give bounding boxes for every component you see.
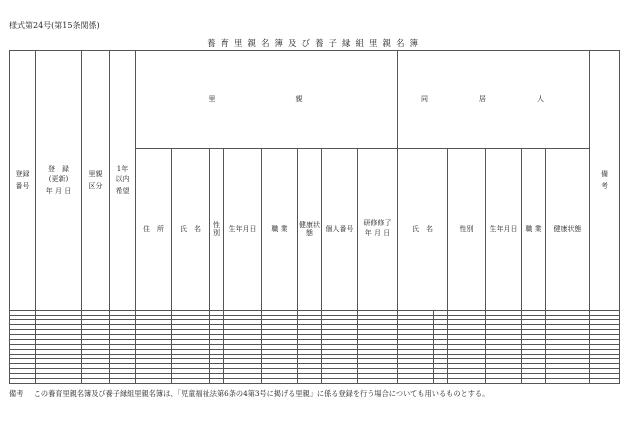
header-foster-class: 里親 区分	[82, 51, 110, 311]
table-cell[interactable]	[590, 378, 620, 383]
table-cell[interactable]	[434, 378, 448, 383]
table-cell[interactable]	[546, 378, 590, 383]
header-registration-date: 登 録 (更新) 年 月 日	[36, 51, 82, 311]
table-cell[interactable]	[36, 378, 82, 383]
table-cell[interactable]	[298, 378, 322, 383]
table-cell[interactable]	[522, 378, 546, 383]
remarks-note	[9, 389, 489, 399]
remarks-label: 備考	[9, 389, 24, 398]
header-birthdate: 生年月日	[224, 148, 262, 310]
table-cell[interactable]	[448, 378, 486, 383]
document-title: 養育里親名簿及び養子縁組里親名簿	[206, 39, 423, 49]
table-cell[interactable]	[10, 378, 36, 383]
header-foster-parent-group: 里 親	[136, 51, 398, 149]
header-cohabitant-birthdate: 生年月日	[486, 148, 522, 310]
table-cell[interactable]	[262, 378, 298, 383]
table-cell[interactable]	[172, 378, 210, 383]
header-cohabitant-name: 氏 名	[398, 148, 448, 310]
table-cell[interactable]	[224, 378, 262, 383]
header-cohabitant-sex: 性別	[448, 148, 486, 310]
header-occupation: 職 業	[262, 148, 298, 310]
header-cohabitant-group: 同 居 人	[398, 51, 590, 149]
header-health: 健康状態	[298, 148, 322, 310]
header-name: 氏 名	[172, 148, 210, 310]
header-remarks-column: 備 考	[590, 51, 620, 311]
header-cohabitant-occupation: 職 業	[522, 148, 546, 310]
table-cell[interactable]	[82, 378, 110, 383]
table-cell[interactable]	[322, 378, 358, 383]
remarks-text: この養育里親名簿及び養子縁組里親名簿は、「児童福祉法第6条の4第3号に掲げる里親」に係る登録を行う場合についても用いるものとする。	[33, 389, 490, 398]
header-training-completion: 研修修了 年 月 日	[358, 148, 398, 310]
header-registration-number: 登録 番号	[10, 51, 36, 311]
header-cohabitant-health: 健康状態	[546, 148, 590, 310]
table-cell[interactable]	[136, 378, 172, 383]
table-cell[interactable]	[110, 378, 136, 383]
table-cell[interactable]	[210, 378, 224, 383]
header-within-one-year: 1年 以内 希望	[110, 51, 136, 311]
header-sex: 性別	[210, 148, 224, 310]
table-cell[interactable]	[486, 378, 522, 383]
table-cell[interactable]	[358, 378, 398, 383]
table-cell[interactable]	[398, 378, 434, 383]
header-row-1	[10, 51, 620, 149]
table-row	[10, 378, 620, 383]
header-address: 住 所	[136, 148, 172, 310]
header-personal-number: 個人番号	[322, 148, 358, 310]
form-number: 様式第24号(第15条関係)	[9, 21, 100, 30]
register-table	[9, 50, 620, 384]
